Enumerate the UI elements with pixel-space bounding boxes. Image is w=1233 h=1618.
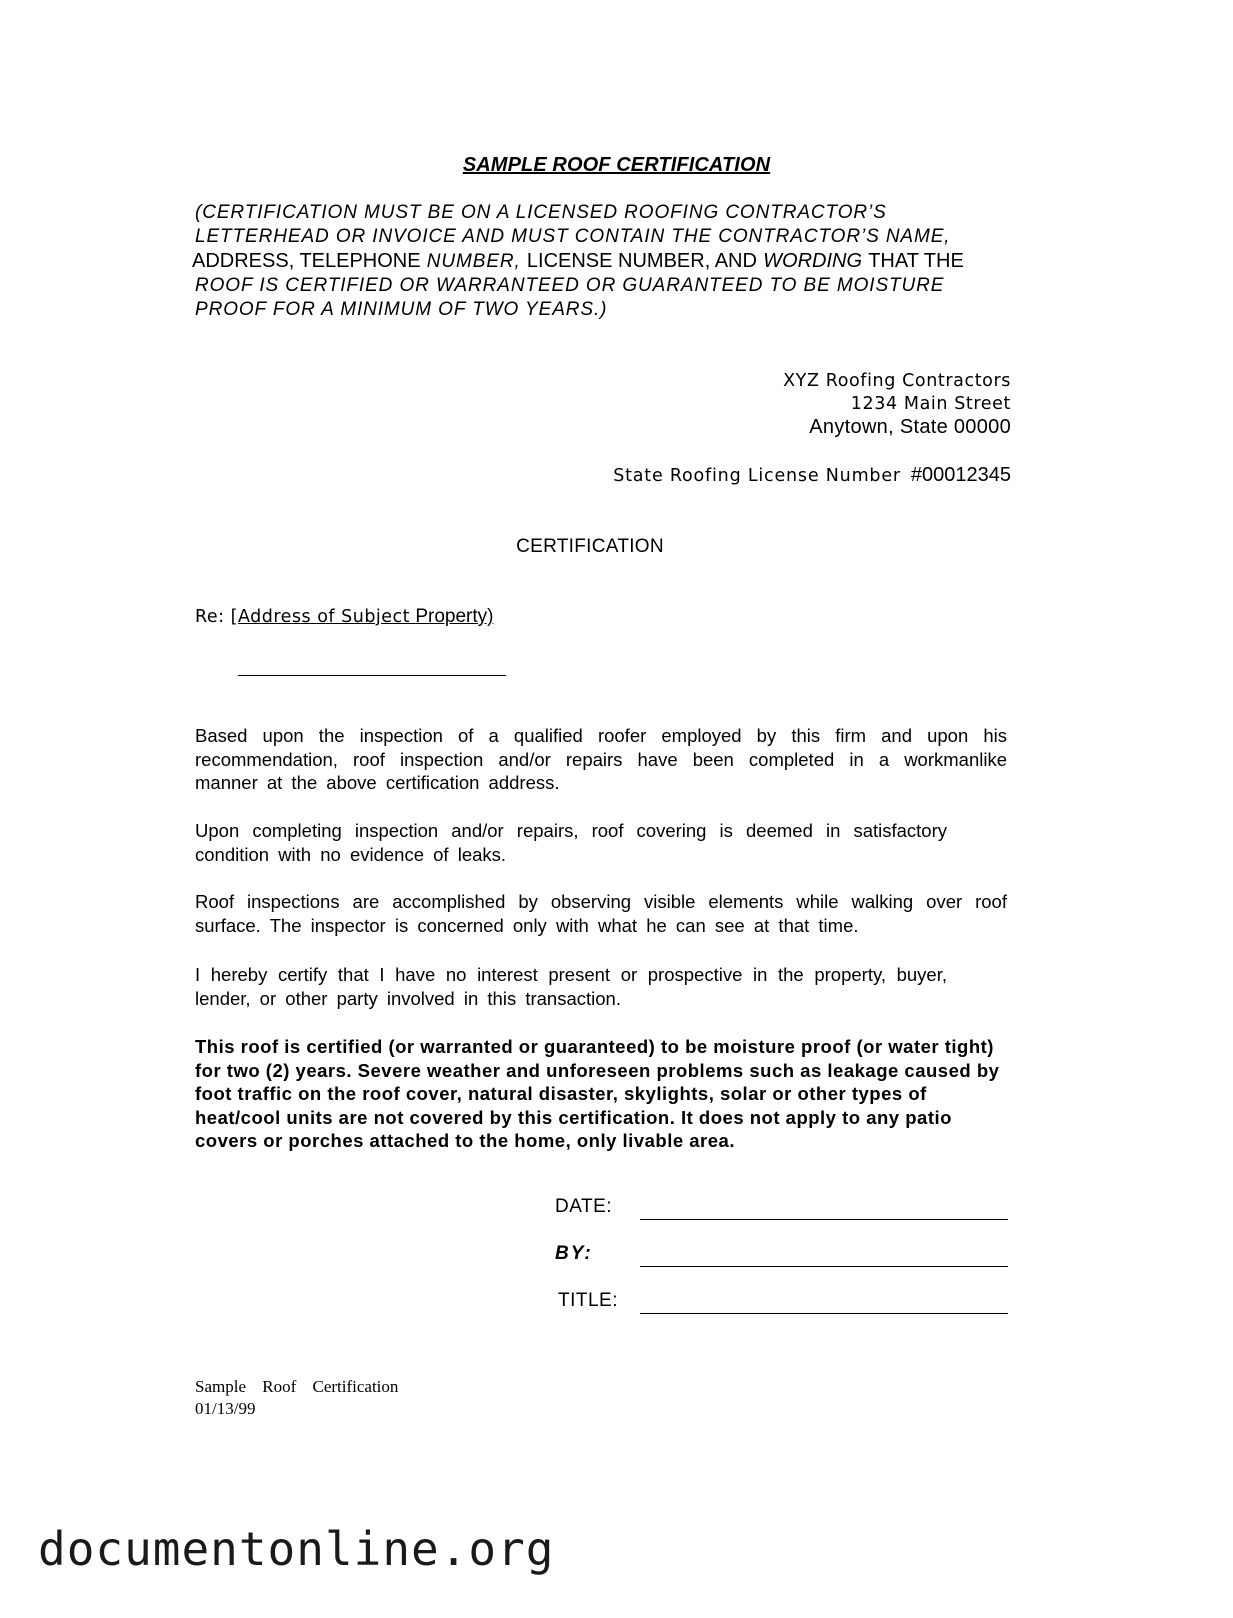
instructions-line-3-b: NUMBER, [426, 251, 521, 272]
by-signature-line [640, 1266, 1008, 1267]
contractor-state-zip: , State 00000 [888, 416, 1011, 438]
title-label: TITLE: [558, 1290, 619, 1311]
re-address-end [410, 606, 493, 627]
contractor-letterhead [783, 370, 1011, 439]
license-number: #00012345 [910, 464, 1011, 486]
instructions-line-1: (CERTIFICATION MUST BE ON A LICENSED ROOFING CONTRACTOR’S [195, 202, 887, 223]
address-blank-line [238, 675, 506, 676]
document-title: SAMPLE ROOF CERTIFICATION [462, 154, 771, 176]
title-signature-line [640, 1313, 1008, 1314]
date-signature-line [640, 1219, 1008, 1220]
footer-note [195, 1376, 398, 1420]
instructions-line-3 [192, 249, 1015, 274]
contractor-city-line [783, 416, 1011, 439]
footer-doc-date: 01/13/99 [195, 1399, 256, 1418]
instructions-line-5: PROOF FOR A MINIMUM OF TWO YEARS.) [195, 299, 608, 320]
contractor-street: 1234 Main Street [850, 394, 1011, 414]
re-label: Re: [ [195, 607, 238, 627]
by-label: BY: [555, 1243, 593, 1264]
instructions-line-3-a: ADDRESS, TELEPHONE [192, 250, 421, 272]
instructions-line-3-d: WORDING [763, 250, 863, 272]
instructions-line-4: ROOF IS CERTIFIED OR WARRANTEED OR GUARANTEED TO BE MOISTURE [195, 275, 945, 296]
re-address-placeholder: Address of Subject [237, 607, 411, 627]
paragraph-method: Roof inspections are accomplished by observing visible elements while walking over roof surface. The inspector is concerned only with what he can see at that time. [195, 891, 1007, 936]
paragraph-inspection: Based upon the inspection of a qualified roofer employed by this firm and upon his recommendation, roof inspection and/or repairs have been completed in a workmanlike manner at the above certification address. [195, 725, 1007, 793]
license-label: State Roofing License Number [613, 466, 901, 486]
instructions-block [192, 201, 1015, 322]
site-watermark: documentonline.org [38, 1522, 555, 1576]
contractor-city: Anytown [809, 416, 889, 438]
instructions-line-3-c: LICENSE NUMBER, AND [526, 250, 757, 272]
contractor-name: XYZ Roofing Contractors [783, 371, 1011, 391]
instructions-line-2: LETTERHEAD OR INVOICE AND MUST CONTAIN THE CONTRACTOR’S NAME, [195, 226, 951, 247]
date-label: DATE: [555, 1196, 613, 1217]
paragraph-condition: Upon completing inspection and/or repairs, roof covering is deemed in satisfactory condition with no evidence of leaks. [195, 820, 947, 865]
instructions-line-3-e: THAT THE [868, 250, 964, 272]
footer-doc-name: Sample Roof Certification [195, 1377, 399, 1396]
license-line [613, 464, 1011, 487]
re-address-end-text: Property) [415, 606, 494, 627]
warranty-statement: This roof is certified (or warranted or guaranteed) to be moisture proof (or water tight) for two (2) years. Severe weather and unforeseen problems such as leakage caused by foot traffic on the roof cover, natural disaster, skylights, solar or other types of heat/cool units are not covered by this certification. It does not apply to any patio covers or porches attached to the home, only livable area. [195, 1036, 1000, 1151]
certification-heading: CERTIFICATION [516, 536, 664, 557]
re-line [195, 606, 493, 628]
paragraph-no-interest: I hereby certify that I have no interest present or prospective in the property, buyer, lender, or other party involved in this transaction. [195, 964, 947, 1009]
